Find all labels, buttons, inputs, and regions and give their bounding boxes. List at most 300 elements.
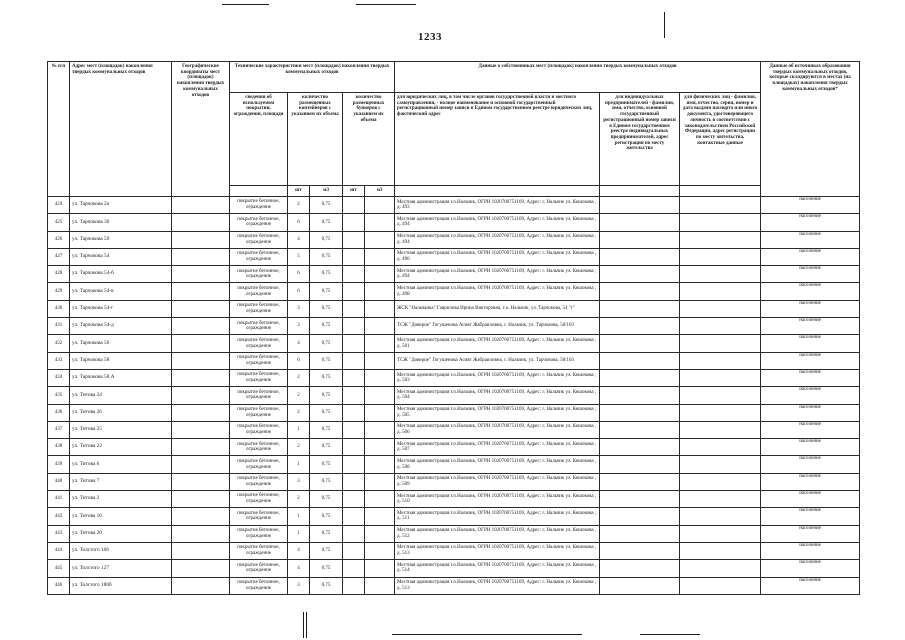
row-owner-ip <box>600 266 680 283</box>
row-geo <box>172 214 230 231</box>
row-bunker-count <box>343 560 365 577</box>
row-bunker-count <box>343 421 365 438</box>
header-unit-m3-2: м3 <box>365 186 395 197</box>
header-owner-ip-unit <box>600 186 680 197</box>
row-cover: покрытие бетонное, ограждение <box>230 231 288 248</box>
row-owner-physical <box>680 266 761 283</box>
header-owner-phys-unit <box>680 186 761 197</box>
table-row <box>48 335 860 352</box>
row-bunker-count <box>343 248 365 265</box>
table-row <box>48 214 860 231</box>
row-owner-legal: Местная администрация г.о.Нальчик, ОГРН 1020700751169, Адрес: г. Нальчик ул. Кешокова , д. 503 <box>395 369 600 386</box>
row-container-count: 1 <box>288 456 310 473</box>
row-container-volume: 0,75 <box>310 369 343 386</box>
row-owner-physical <box>680 335 761 352</box>
row-container-count: 2 <box>288 439 310 456</box>
table-row <box>48 525 860 542</box>
row-bunker-count <box>343 197 365 214</box>
table-row <box>48 542 860 559</box>
row-bunker-volume <box>365 214 395 231</box>
row-owner-ip <box>600 491 680 508</box>
row-geo <box>172 369 230 386</box>
row-container-count: 1 <box>288 421 310 438</box>
row-bunker-volume <box>365 560 395 577</box>
row-owner-ip <box>600 560 680 577</box>
row-number: 432 <box>48 335 70 352</box>
row-source: население <box>761 335 860 352</box>
table-row <box>48 560 860 577</box>
header-tech-cover: сведения об используемом покрытии, ограждении, площади <box>230 93 288 186</box>
row-owner-legal: ЖСК "Нальчанка" Гаврилова Ирина Викторовна, г.о. Нальчик, ул. Тарчокова, 54 "г" <box>395 300 600 317</box>
row-bunker-volume <box>365 231 395 248</box>
page-number: 1233 <box>418 31 442 43</box>
row-owner-legal: ТСЖ "Доверие" Гогушенова Асият Жабраиловна, г. Нальчик, ул. Тарчокова, 58/103 <box>395 318 600 335</box>
table-row <box>48 491 860 508</box>
row-owner-legal: Местная администрация г.о.Нальчик, ОГРН 1020700751169, Адрес: г. Нальчик ул. Кешокова , д. 505 <box>395 404 600 421</box>
row-number: 437 <box>48 421 70 438</box>
row-owner-physical <box>680 525 761 542</box>
row-bunker-count <box>343 231 365 248</box>
row-bunker-volume <box>365 439 395 456</box>
row-owner-physical <box>680 318 761 335</box>
row-owner-legal: Местная администрация г.о.Нальчик, ОГРН 1020700751169, Адрес: г. Нальчик ул. Кешокова , д. 494 <box>395 231 600 248</box>
row-address: ул. Тарчокова 54-д <box>70 318 172 335</box>
row-geo <box>172 335 230 352</box>
row-owner-ip <box>600 231 680 248</box>
row-container-count: 4 <box>288 560 310 577</box>
row-container-volume: 0,75 <box>310 421 343 438</box>
row-owner-physical <box>680 560 761 577</box>
row-owner-physical <box>680 387 761 404</box>
row-owner-physical <box>680 473 761 490</box>
row-geo <box>172 197 230 214</box>
row-address: ул. Толстого 106 <box>70 542 172 559</box>
row-source: население <box>761 248 860 265</box>
header-unit-m3-1: м3 <box>310 186 343 197</box>
row-owner-physical <box>680 491 761 508</box>
row-cover: покрытие бетонное, ограждение <box>230 456 288 473</box>
row-number: 438 <box>48 439 70 456</box>
row-bunker-count <box>343 473 365 490</box>
row-owner-ip <box>600 473 680 490</box>
row-container-volume: 0,75 <box>310 352 343 369</box>
row-container-volume: 0,75 <box>310 197 343 214</box>
row-source: население <box>761 387 860 404</box>
row-owner-ip <box>600 283 680 300</box>
row-owner-physical <box>680 421 761 438</box>
scan-line-vertical-top <box>664 12 665 38</box>
row-bunker-count <box>343 542 365 559</box>
row-container-count: 5 <box>288 248 310 265</box>
table-row <box>48 508 860 525</box>
row-owner-ip <box>600 335 680 352</box>
row-bunker-count <box>343 404 365 421</box>
table-row <box>48 421 860 438</box>
row-owner-ip <box>600 387 680 404</box>
row-cover: покрытие бетонное, ограждение <box>230 473 288 490</box>
row-source: население <box>761 404 860 421</box>
row-source: население <box>761 508 860 525</box>
row-cover: покрытие бетонное, ограждение <box>230 560 288 577</box>
row-container-volume: 0,75 <box>310 560 343 577</box>
row-owner-ip <box>600 248 680 265</box>
row-source: население <box>761 266 860 283</box>
row-owner-legal: Местная администрация г.о.Нальчик, ОГРН 1020700751169, Адрес: г. Нальчик ул. Кешокова , д. 493 <box>395 197 600 214</box>
row-owner-ip <box>600 577 680 594</box>
row-number: 445 <box>48 560 70 577</box>
row-bunker-volume <box>365 369 395 386</box>
row-bunker-volume <box>365 387 395 404</box>
row-cover: покрытие бетонное, ограждение <box>230 197 288 214</box>
table-row <box>48 439 860 456</box>
row-owner-physical <box>680 352 761 369</box>
row-cover: покрытие бетонное, ограждение <box>230 318 288 335</box>
row-address: ул. Титова 7 <box>70 473 172 490</box>
row-bunker-count <box>343 387 365 404</box>
row-owner-legal: Местная администрация г.о.Нальчик, ОГРН 1020700751169, Адрес: г. Нальчик ул. Кешокова , д. 501 <box>395 335 600 352</box>
row-bunker-count <box>343 214 365 231</box>
row-number: 427 <box>48 248 70 265</box>
table-row <box>48 231 860 248</box>
row-owner-ip <box>600 300 680 317</box>
row-container-volume: 0,75 <box>310 542 343 559</box>
table-row <box>48 369 860 386</box>
row-owner-ip <box>600 197 680 214</box>
row-container-count: 3 <box>288 473 310 490</box>
row-source: население <box>761 439 860 456</box>
table-row <box>48 387 860 404</box>
row-container-count: 3 <box>288 318 310 335</box>
row-bunker-count <box>343 283 365 300</box>
row-cover: покрытие бетонное, ограждение <box>230 300 288 317</box>
table-row <box>48 197 860 214</box>
row-cover: покрытие бетонное, ограждение <box>230 577 288 594</box>
row-address: ул. Тарчокова 54-б <box>70 266 172 283</box>
scan-line-bottom-right <box>640 634 700 635</box>
row-owner-physical <box>680 439 761 456</box>
table-row <box>48 456 860 473</box>
row-address: ул. Титова 26 <box>70 404 172 421</box>
row-cover: покрытие бетонное, ограждение <box>230 542 288 559</box>
row-container-count: 2 <box>288 197 310 214</box>
row-container-count: 6 <box>288 352 310 369</box>
row-container-volume: 0,75 <box>310 508 343 525</box>
row-container-count: 6 <box>288 266 310 283</box>
row-container-volume: 0,75 <box>310 214 343 231</box>
row-container-count: 4 <box>288 542 310 559</box>
row-source: население <box>761 542 860 559</box>
row-number: 440 <box>48 473 70 490</box>
row-number: 444 <box>48 542 70 559</box>
row-address: ул. Титова 6 <box>70 456 172 473</box>
row-owner-ip <box>600 456 680 473</box>
row-bunker-volume <box>365 248 395 265</box>
row-bunker-volume <box>365 508 395 525</box>
row-geo <box>172 525 230 542</box>
row-container-count: 3 <box>288 300 310 317</box>
row-address: ул. Толстого 180б <box>70 577 172 594</box>
row-owner-physical <box>680 369 761 386</box>
row-container-count: 4 <box>288 231 310 248</box>
scan-line-bottom <box>392 634 582 635</box>
row-owner-legal: Местная администрация г.о.Нальчик, ОГРН 1020700751169, Адрес: г. Нальчик ул. Кешокова , д. 508 <box>395 456 600 473</box>
table-row <box>48 266 860 283</box>
row-cover: покрытие бетонное, ограждение <box>230 214 288 231</box>
row-owner-legal: Местная администрация г.о.Нальчик, ОГРН 1020700751169, Адрес: г. Нальчик ул. Кешокова , д. 507 <box>395 439 600 456</box>
row-owner-physical <box>680 283 761 300</box>
row-bunker-count <box>343 352 365 369</box>
row-number: 441 <box>48 491 70 508</box>
row-owner-ip <box>600 352 680 369</box>
row-bunker-volume <box>365 318 395 335</box>
row-owner-legal: Местная администрация г.о.Нальчик, ОГРН 1020700751169, Адрес: г. Нальчик ул. Кешокова , д. 496 <box>395 248 600 265</box>
header-geo: Географические координаты мест (площадок) накопления твердых коммунальных отходов <box>172 62 230 197</box>
row-address: ул. Тарчокова 58 <box>70 352 172 369</box>
row-owner-ip <box>600 404 680 421</box>
row-container-count: 1 <box>288 525 310 542</box>
row-container-volume: 0,75 <box>310 318 343 335</box>
row-owner-physical <box>680 456 761 473</box>
row-owner-legal: Местная администрация г.о.Нальчик, ОГРН 1020700751169, Адрес: г. Нальчик ул. Кешокова , д. 514 <box>395 560 600 577</box>
row-bunker-volume <box>365 473 395 490</box>
header-owner: Данные о собственниках мест (площадок) накопления твердых коммунальных отходов <box>395 62 761 93</box>
row-bunker-volume <box>365 197 395 214</box>
header-num: № п/п <box>48 62 70 197</box>
row-bunker-count <box>343 525 365 542</box>
row-address: ул. Тарчокова 54 <box>70 248 172 265</box>
row-container-count: 2 <box>288 387 310 404</box>
row-owner-ip <box>600 421 680 438</box>
row-bunker-count <box>343 369 365 386</box>
row-source: население <box>761 231 860 248</box>
table-row <box>48 404 860 421</box>
row-container-count: 1 <box>288 508 310 525</box>
row-owner-ip <box>600 369 680 386</box>
header-owner-legal: для юридических лиц, в том числе органов государственной власти и местного самоуправления, - полное наименование и основной государственный регистрационный номер записи в Едином государственном реестре юридических лиц, фактический адрес <box>395 93 600 186</box>
table-row <box>48 352 860 369</box>
row-container-count: 4 <box>288 335 310 352</box>
row-source: население <box>761 577 860 594</box>
row-container-count: 3 <box>288 577 310 594</box>
row-bunker-count <box>343 335 365 352</box>
row-owner-physical <box>680 197 761 214</box>
row-source: население <box>761 421 860 438</box>
row-owner-ip <box>600 525 680 542</box>
row-number: 424 <box>48 197 70 214</box>
row-bunker-count <box>343 300 365 317</box>
row-container-volume: 0,75 <box>310 387 343 404</box>
row-geo <box>172 352 230 369</box>
row-source: население <box>761 300 860 317</box>
row-container-volume: 0,75 <box>310 335 343 352</box>
row-bunker-volume <box>365 491 395 508</box>
row-container-count: 2 <box>288 491 310 508</box>
row-owner-physical <box>680 300 761 317</box>
row-owner-legal: Местная администрация г.о.Нальчик, ОГРН 1020700751169, Адрес: г. Нальчик ул. Кешокова , д. 494 <box>395 214 600 231</box>
row-number: 431 <box>48 318 70 335</box>
row-address: ул. Титова 25 <box>70 421 172 438</box>
row-source: население <box>761 473 860 490</box>
row-cover: покрытие бетонное, ограждение <box>230 335 288 352</box>
row-container-count: 2 <box>288 369 310 386</box>
row-bunker-count <box>343 577 365 594</box>
row-container-volume: 0,75 <box>310 300 343 317</box>
row-source: население <box>761 560 860 577</box>
row-address: ул. Титова 24 <box>70 387 172 404</box>
row-bunker-count <box>343 439 365 456</box>
header-owner-ip: для индивидуальных предпринимателей - фамилия, имя, отчество, основной государственный регистрационный номер записи в Едином государственном реестре индивидуальных предпринимателей, адрес регистрации по месту жительства <box>600 93 680 186</box>
row-container-volume: 0,75 <box>310 473 343 490</box>
row-bunker-volume <box>365 404 395 421</box>
header-source: Данные об источниках образования твердых коммунальных отходов, которые складируются в местах (на площадках) накопления твердых коммунальных отходов* <box>761 62 860 197</box>
row-owner-legal: Местная администрация г.о.Нальчик, ОГРН 1020700751169, Адрес: г. Нальчик ул. Кешокова , д. 509 <box>395 473 600 490</box>
row-bunker-count <box>343 266 365 283</box>
row-cover: покрытие бетонное, ограждение <box>230 508 288 525</box>
header-owner-legal-unit <box>395 186 600 197</box>
row-number: 436 <box>48 404 70 421</box>
row-source: население <box>761 197 860 214</box>
row-geo <box>172 248 230 265</box>
row-source: население <box>761 283 860 300</box>
row-address: ул. Толстого 127 <box>70 560 172 577</box>
row-owner-ip <box>600 542 680 559</box>
table-row <box>48 283 860 300</box>
table-row <box>48 318 860 335</box>
row-bunker-volume <box>365 300 395 317</box>
row-owner-legal: Местная администрация г.о.Нальчик, ОГРН 1020700751169, Адрес: г. Нальчик ул. Кешокова , д. 494 <box>395 266 600 283</box>
row-owner-legal: Местная администрация г.о.Нальчик, ОГРН 1020700751169, Адрес: г. Нальчик ул. Кешокова , д. 513 <box>395 542 600 559</box>
row-address: ул. Тарчокова 2а <box>70 197 172 214</box>
row-geo <box>172 266 230 283</box>
table-row <box>48 300 860 317</box>
header-tech-bunkers: количество размещенных бункеров с указанием их объема <box>343 93 395 186</box>
row-address: ул. Титова 22 <box>70 439 172 456</box>
row-owner-physical <box>680 214 761 231</box>
row-owner-physical <box>680 248 761 265</box>
row-address: ул. Тарчокова 56 <box>70 335 172 352</box>
row-number: 443 <box>48 525 70 542</box>
row-cover: покрытие бетонное, ограждение <box>230 387 288 404</box>
header-owner-physical: для физических лиц - фамилия, имя, отчество, серия, номер и дата выдачи паспорта или иного документа, удостоверяющего личность в соответствии с законодательством Российской Федерации, адрес регистрации по месту жительства, контактные данные <box>680 93 761 186</box>
row-geo <box>172 318 230 335</box>
row-source: население <box>761 369 860 386</box>
row-geo <box>172 300 230 317</box>
row-geo <box>172 456 230 473</box>
row-address: ул. Тарчокова 58 А <box>70 369 172 386</box>
row-bunker-count <box>343 491 365 508</box>
row-geo <box>172 560 230 577</box>
row-bunker-volume <box>365 266 395 283</box>
row-geo <box>172 421 230 438</box>
row-number: 433 <box>48 352 70 369</box>
row-owner-physical <box>680 404 761 421</box>
header-cover-unit <box>230 186 288 197</box>
row-geo <box>172 387 230 404</box>
row-owner-ip <box>600 214 680 231</box>
table-row <box>48 248 860 265</box>
row-bunker-volume <box>365 456 395 473</box>
row-cover: покрытие бетонное, ограждение <box>230 491 288 508</box>
row-container-volume: 0,75 <box>310 577 343 594</box>
row-geo <box>172 508 230 525</box>
row-cover: покрытие бетонное, ограждение <box>230 248 288 265</box>
row-container-volume: 0,75 <box>310 456 343 473</box>
header-address: Адрес мест (площадок) накопления твердых коммунальных отходов <box>70 62 172 197</box>
row-cover: покрытие бетонное, ограждение <box>230 421 288 438</box>
row-bunker-volume <box>365 283 395 300</box>
row-cover: покрытие бетонное, ограждение <box>230 283 288 300</box>
row-number: 425 <box>48 214 70 231</box>
row-owner-legal: Местная администрация г.о.Нальчик, ОГРН 1020700751169, Адрес: г. Нальчик ул. Кешокова , д. 506 <box>395 421 600 438</box>
row-bunker-count <box>343 508 365 525</box>
row-owner-legal: Местная администрация г.о.Нальчик, ОГРН 1020700751169, Адрес: г. Нальчик ул. Кешокова , д. 498 <box>395 283 600 300</box>
row-address: ул. Тарчокова 54-г <box>70 300 172 317</box>
row-container-volume: 0,75 <box>310 491 343 508</box>
scan-line-bottom-vert-1 <box>303 612 304 638</box>
row-number: 439 <box>48 456 70 473</box>
row-owner-physical <box>680 577 761 594</box>
row-geo <box>172 491 230 508</box>
table-row <box>48 577 860 594</box>
row-address: ул. Титова 2 <box>70 491 172 508</box>
row-source: население <box>761 352 860 369</box>
row-bunker-volume <box>365 335 395 352</box>
row-bunker-volume <box>365 352 395 369</box>
scan-line-bottom-vert-2 <box>306 612 307 638</box>
row-bunker-volume <box>365 577 395 594</box>
row-address: ул. Тарчокова 54-в <box>70 283 172 300</box>
row-number: 435 <box>48 387 70 404</box>
row-geo <box>172 231 230 248</box>
row-cover: покрытие бетонное, ограждение <box>230 266 288 283</box>
row-owner-legal: Местная администрация г.о.Нальчик, ОГРН 1020700751169, Адрес: г. Нальчик ул. Кешокова , д. 513 <box>395 577 600 594</box>
scan-line-top-left <box>222 4 269 5</box>
row-owner-ip <box>600 439 680 456</box>
row-address: ул. Тарчокова 59 <box>70 231 172 248</box>
row-bunker-volume <box>365 542 395 559</box>
row-owner-physical <box>680 508 761 525</box>
row-container-count: 6 <box>288 283 310 300</box>
header-tech-containers: количество размещенных контейнеров с указанием их объема <box>288 93 343 186</box>
row-source: население <box>761 318 860 335</box>
row-owner-physical <box>680 542 761 559</box>
row-owner-physical <box>680 231 761 248</box>
row-owner-legal: ТСЖ "Доверие" Гогушенова Асият Жабраиловна, г. Нальчик, ул. Тарчокова, 58/103 <box>395 352 600 369</box>
row-container-volume: 0,75 <box>310 283 343 300</box>
row-owner-legal: Местная администрация г.о.Нальчик, ОГРН 1020700751169, Адрес: г. Нальчик ул. Кешокова , д. 510 <box>395 491 600 508</box>
row-geo <box>172 577 230 594</box>
row-container-volume: 0,75 <box>310 439 343 456</box>
row-bunker-volume <box>365 421 395 438</box>
row-container-count: 2 <box>288 404 310 421</box>
table-row <box>48 473 860 490</box>
row-container-volume: 0,75 <box>310 525 343 542</box>
row-source: население <box>761 525 860 542</box>
row-geo <box>172 542 230 559</box>
row-owner-legal: Местная администрация г.о.Нальчик, ОГРН 1020700751169, Адрес: г. Нальчик ул. Кешокова , д. 504 <box>395 387 600 404</box>
row-number: 446 <box>48 577 70 594</box>
row-cover: покрытие бетонное, ограждение <box>230 525 288 542</box>
scan-line-top-right <box>356 4 416 5</box>
row-address: ул. Титова 20 <box>70 525 172 542</box>
row-container-volume: 0,75 <box>310 231 343 248</box>
row-geo <box>172 283 230 300</box>
row-number: 442 <box>48 508 70 525</box>
row-number: 429 <box>48 283 70 300</box>
row-container-count: 6 <box>288 214 310 231</box>
row-bunker-count <box>343 318 365 335</box>
header-tech: Технические характеристики мест (площадок) накопления твердых коммунальных отходов <box>230 62 395 93</box>
